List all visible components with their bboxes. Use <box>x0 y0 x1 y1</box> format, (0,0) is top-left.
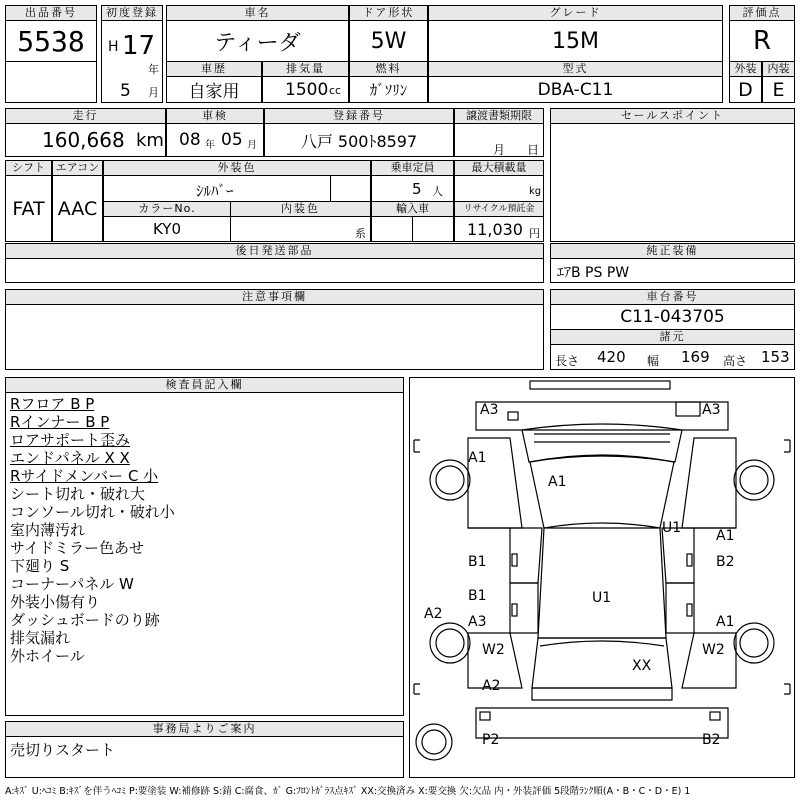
inspector-note: コーナーパネル W <box>10 575 134 593</box>
displacement-label: 排気量 <box>262 61 349 77</box>
dims-box <box>550 344 795 370</box>
right-rear-door <box>666 583 694 633</box>
chassis-label: 車台番号 <box>550 289 795 305</box>
history-label: 車歴 <box>166 61 262 77</box>
score-label: 評価点 <box>729 5 795 21</box>
inspector-note: 下廻り S <box>10 557 70 575</box>
inspector-note: ダッシュボードのり跡 <box>10 611 160 629</box>
mark-a1-right-rear: A1 <box>716 614 735 630</box>
inspector-note: 排気漏れ <box>10 629 71 647</box>
ext-grade: D <box>729 76 762 103</box>
ext-color-label: 外装色 <box>103 160 371 176</box>
model: DBA-C11 <box>428 76 723 103</box>
fuel-label: 燃料 <box>349 61 428 77</box>
capacity-unit: 人 <box>432 185 443 198</box>
inspector-note: Rフロア B P <box>10 395 95 413</box>
sales-point-label: セールスポイント <box>550 108 795 124</box>
month-unit: 月 <box>148 86 159 99</box>
later-parts-label: 後日発送部品 <box>5 243 544 259</box>
color-no: KY0 <box>103 216 231 242</box>
mark-u1-roof: U1 <box>592 590 612 606</box>
import-right <box>412 216 454 242</box>
grade: 15M <box>428 20 723 62</box>
inspector-note: シート切れ・破れ大 <box>10 485 146 503</box>
lot-blank <box>5 61 97 103</box>
max-load-box <box>454 175 544 202</box>
chassis-number: C11-043705 <box>550 304 795 330</box>
fuel: ｶﾞｿﾘﾝ <box>349 76 428 103</box>
rear-gate <box>532 688 672 700</box>
right-front-fender <box>682 438 736 528</box>
mark-w2-right: W2 <box>702 642 725 658</box>
shift: FAT <box>5 175 52 242</box>
inspector-note: 外ホイール <box>10 647 85 665</box>
inspector-note: Rインナー B P <box>10 413 110 431</box>
model-label: 型式 <box>428 61 723 77</box>
reg-year: 17 <box>122 31 156 61</box>
transfer-month: 月 <box>493 143 506 157</box>
int-label: 内装 <box>762 61 795 77</box>
mark-w2-left: W2 <box>482 642 505 658</box>
windshield <box>530 455 674 528</box>
int-grade: E <box>762 76 795 103</box>
damage-diagram <box>409 377 795 778</box>
inspector-note: エンドパネル X X <box>10 449 130 467</box>
car-name: ティーダ <box>166 20 349 62</box>
km-unit: km <box>136 130 164 151</box>
office-box <box>5 736 404 778</box>
capacity-box <box>371 175 454 202</box>
mark-a1-right-front: A1 <box>716 528 735 544</box>
insp-year-unit: 年 <box>205 140 215 151</box>
door-type: 5W <box>349 20 428 62</box>
mileage-box <box>5 123 166 157</box>
ext-color-blank <box>330 175 371 202</box>
first-reg-label: 初度登録 <box>101 5 163 21</box>
mark-a3-left-rear: A3 <box>468 614 487 630</box>
inspector-label: 検査員記入欄 <box>5 377 404 393</box>
mark-u1-right: U1 <box>662 520 682 536</box>
ac: AAC <box>52 175 103 242</box>
insp-month: 05 <box>221 130 243 150</box>
mark-b2-right-front: B2 <box>716 554 735 570</box>
inspection-box <box>166 123 264 157</box>
left-front-door <box>510 528 542 583</box>
plate-number: 八戸 500ﾄ8597 <box>264 123 454 157</box>
left-rear-door <box>510 583 538 633</box>
import-left <box>371 216 413 242</box>
dims-label: 諸元 <box>550 329 795 345</box>
length: 420 <box>597 348 626 366</box>
genuine-label: 純正装備 <box>550 243 795 259</box>
door-label: ドア形状 <box>349 5 428 21</box>
shift-label: シフト <box>5 160 52 176</box>
recycle-label: リサイクル預託金 <box>454 201 544 217</box>
genuine-box <box>550 258 795 283</box>
capacity: 5 <box>412 180 422 198</box>
mark-b1-left-front: B1 <box>468 554 487 570</box>
mark-a2-left-rear: A2 <box>482 678 501 694</box>
displacement: 1500 <box>285 80 329 100</box>
width-label: 幅 <box>647 354 660 368</box>
lot-number: 5538 <box>5 20 97 62</box>
mark-a3-right: A3 <box>702 402 721 418</box>
rear-bumper <box>476 708 728 738</box>
inspector-note: 室内薄汚れ <box>10 521 86 539</box>
mark-a1-hood: A1 <box>548 474 567 490</box>
recycle-fee: 11,030 <box>467 220 523 239</box>
lot-label: 出品番号 <box>5 5 97 21</box>
inspector-notes-list <box>10 395 175 665</box>
era: H <box>108 39 119 55</box>
int-color-unit: 系 <box>355 227 366 240</box>
int-color-label: 内装色 <box>230 201 371 217</box>
transfer-day: 日 <box>527 143 540 157</box>
grade-label: グレード <box>428 5 723 21</box>
insp-month-unit: 月 <box>247 140 257 151</box>
later-parts-box <box>5 258 544 283</box>
front-bumper-strip <box>530 381 670 389</box>
right-front-door <box>662 528 694 583</box>
first-reg-box <box>101 20 163 103</box>
capacity-label: 乗車定員 <box>371 160 454 176</box>
ext-color: ｼﾙﾊﾞｰ <box>196 182 234 200</box>
car-name-label: 車名 <box>166 5 349 21</box>
car-diagram-svg <box>410 378 794 777</box>
ac-label: エアコン <box>52 160 103 176</box>
recycle-box <box>454 216 544 242</box>
width: 169 <box>681 348 710 366</box>
import-label: 輸入車 <box>371 201 454 217</box>
caution-label: 注意事項欄 <box>5 289 544 305</box>
inspector-note: サイドミラー色あせ <box>10 539 144 557</box>
inspector-box <box>5 392 404 716</box>
mark-b1-left-rear: B1 <box>468 588 487 604</box>
mark-a3-left: A3 <box>480 402 499 418</box>
caution-box <box>5 304 544 370</box>
office-label: 事務局よりご案内 <box>5 721 404 737</box>
inspector-note: ロアサポート歪み <box>10 431 131 449</box>
inspector-note: 外装小傷有り <box>10 593 101 611</box>
yen-unit: 円 <box>529 227 540 240</box>
displacement-box <box>262 76 349 103</box>
legend: A:ｷｽﾞ U:ﾍｺﾐ B:ｷｽﾞを伴うﾍｺﾐ P:要塗装 W:補修跡 S:錆 C:腐食、ｶﾞ G:ﾌﾛﾝﾄｶﾞﾗｽ点ｷｽﾞ XX:交換済み X:要交換 欠:欠品 内・外装評価 5段階ﾗﾝｸ順(A・B・C・D・E) 1 <box>5 786 691 797</box>
inspector-note: コンソール切れ・破れ小 <box>10 503 175 521</box>
max-load-label: 最大積載量 <box>454 160 544 176</box>
height: 153 <box>761 348 790 366</box>
year-unit: 年 <box>148 63 159 76</box>
mark-p2: P2 <box>482 732 500 748</box>
transfer-box <box>454 123 544 157</box>
score: R <box>729 20 795 62</box>
office-note: 売切りスタート <box>10 741 116 759</box>
mark-a1-left-fender: A1 <box>468 450 487 466</box>
plate-label: 登録番号 <box>264 108 454 124</box>
inspector-note: Rサイドメンバー C 小 <box>10 467 159 485</box>
length-label: 長さ <box>555 354 580 368</box>
reg-month: 5 <box>120 81 131 101</box>
mileage: 160,668 <box>42 128 125 152</box>
mark-b2-rear: B2 <box>702 732 721 748</box>
color-no-label: カラーNo. <box>103 201 231 217</box>
roof <box>538 528 666 638</box>
mileage-label: 走行 <box>5 108 166 124</box>
ext-color-box <box>103 175 331 202</box>
max-load-unit: kg <box>529 186 542 197</box>
genuine-equipment: ｴｱB PS PW <box>557 265 630 281</box>
history: 自家用 <box>166 76 262 103</box>
mark-a2-left: A2 <box>424 606 443 622</box>
ext-label: 外装 <box>729 61 762 77</box>
damage-marks <box>424 402 735 748</box>
transfer-label: 譲渡書類期限 <box>454 108 544 124</box>
height-label: 高さ <box>723 354 748 368</box>
cc-unit: cc <box>329 84 342 97</box>
mark-xx: XX <box>632 658 652 674</box>
inspection-label: 車検 <box>166 108 264 124</box>
int-color-box <box>230 216 371 242</box>
sales-point-box <box>550 123 795 242</box>
insp-year: 08 <box>179 130 201 150</box>
